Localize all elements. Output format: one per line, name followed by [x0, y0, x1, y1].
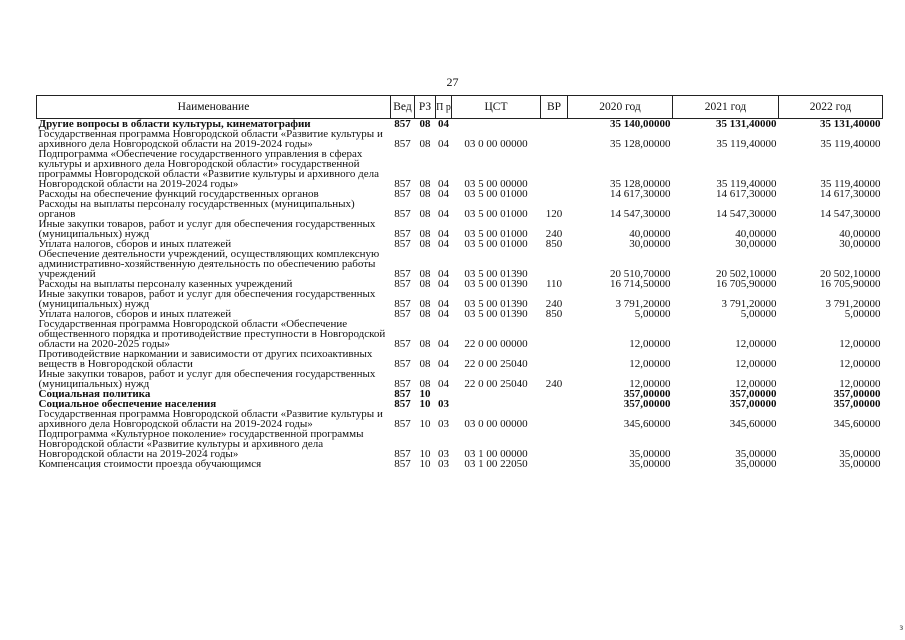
row-rz: 08 [419, 378, 431, 390]
row-cst: 03 5 00 01000 [464, 208, 528, 220]
row-value-2021: 35 119,40000 [716, 178, 777, 190]
row-value-2022: 12,00000 [839, 378, 881, 390]
row-cst: 03 5 00 01390 [464, 308, 528, 320]
row-rz: 08 [419, 208, 431, 220]
row-rz: 08 [419, 188, 431, 200]
row-ved: 857 [394, 178, 411, 190]
row-value-2021: 35,00000 [735, 448, 777, 460]
row-cst: 03 0 00 00000 [464, 418, 528, 430]
row-ved: 857 [394, 418, 411, 430]
row-value-2021: 30,00000 [735, 238, 777, 250]
row-value-2021: 357,00000 [729, 388, 777, 400]
table-row [37, 369, 883, 389]
row-rz: 08 [419, 298, 431, 310]
row-name: Уплата налогов, сборов и иных платежей [38, 238, 232, 250]
row-rz: 08 [419, 268, 431, 280]
row-ved: 857 [394, 278, 411, 290]
row-value-2021: 12,00000 [735, 378, 777, 390]
row-pr: 04 [438, 118, 449, 130]
table-row [37, 149, 883, 189]
row-name: Обеспечение деятельности учреждений, осуществляющих комплексную административно-хозяйственную деятельность по обеспечению работы учреждений [38, 248, 380, 280]
row-ved: 857 [394, 398, 411, 410]
row-value-2022: 12,00000 [839, 358, 881, 370]
row-value-2020: 35,00000 [629, 448, 671, 460]
row-value-2020: 35 140,00000 [610, 118, 671, 130]
header-vr: ВР [541, 96, 568, 119]
row-value-2021: 35 131,40000 [716, 118, 777, 130]
row-name: Расходы на обеспечение функций государственных органов [38, 188, 319, 200]
row-rz: 10 [419, 448, 431, 460]
row-name: Государственная программа Новгородской области «Развитие культуры и архивного дела Новгородской области на 2019-2024 годы» [38, 128, 383, 150]
row-value-2022: 12,00000 [839, 338, 881, 350]
row-value-2022: 35 119,40000 [820, 138, 881, 150]
row-value-2020: 12,00000 [629, 378, 671, 390]
row-ved: 857 [394, 448, 411, 460]
table-header-row [37, 96, 883, 119]
row-value-2022: 357,00000 [833, 398, 881, 410]
row-name: Расходы на выплаты персоналу государственных (муниципальных) органов [38, 198, 355, 220]
row-value-2021: 12,00000 [735, 358, 777, 370]
row-ved: 857 [394, 118, 411, 130]
row-value-2022: 14 617,30000 [820, 188, 881, 200]
row-rz: 08 [419, 358, 431, 370]
row-ved: 857 [394, 308, 411, 320]
row-value-2021: 14 617,30000 [716, 188, 777, 200]
row-cst: 03 5 00 01390 [464, 268, 528, 280]
row-cst [452, 399, 541, 409]
header-cst: ЦСТ [452, 96, 541, 119]
row-name: Иные закупки товаров, работ и услуг для обеспечения государственных (муниципальных) нужд [38, 288, 376, 310]
row-value-2020: 16 714,50000 [610, 278, 671, 290]
row-pr: 04 [438, 188, 449, 200]
row-value-2022: 40,00000 [839, 228, 881, 240]
row-vr [541, 389, 568, 399]
row-name: Социальная политика [38, 388, 151, 400]
row-value-2020: 5,00000 [634, 308, 671, 320]
row-value-2021: 5,00000 [740, 308, 777, 320]
row-name: Компенсация стоимости проезда обучающимся [38, 458, 262, 470]
row-name: Государственная программа Новгородской области «Обеспечение общественного порядка и противодействие преступности в Новгородской области на 2020-2025 годы» [38, 318, 386, 350]
header-ved: Вед [391, 96, 415, 119]
row-pr: 04 [438, 278, 449, 290]
row-value-2022: 3 791,20000 [825, 298, 881, 310]
row-pr: 04 [438, 298, 449, 310]
row-pr: 04 [438, 238, 449, 250]
table-row [37, 129, 883, 149]
row-ved: 857 [394, 458, 411, 470]
row-pr: 04 [438, 378, 449, 390]
row-cst: 03 5 00 01390 [464, 298, 528, 310]
row-vr [541, 249, 568, 279]
row-vr [541, 459, 568, 469]
table-row [37, 429, 883, 459]
row-pr: 04 [438, 308, 449, 320]
table-row [37, 459, 883, 469]
row-rz: 10 [419, 388, 431, 400]
row-value-2021: 16 705,90000 [716, 278, 777, 290]
row-pr: 03 [438, 448, 449, 460]
row-value-2022: 30,00000 [839, 238, 881, 250]
edge-mark: з [899, 622, 903, 632]
row-value-2021: 345,60000 [729, 418, 777, 430]
row-value-2020: 30,00000 [629, 238, 671, 250]
header-2021: 2021 год [673, 96, 779, 119]
row-name: Иные закупки товаров, работ и услуг для обеспечения государственных (муниципальных) нужд [38, 368, 376, 390]
row-cst: 03 1 00 22050 [464, 458, 528, 470]
row-name: Подпрограмма «Обеспечение государственного управления в сферах культуры и архивного дела Новгородской области» государственной программы Новгородской области «Развитие культуры и архивного дела Новгородской области на 2019-2024 годы» [38, 148, 379, 190]
row-rz: 08 [419, 308, 431, 320]
row-cst: 22 0 00 00000 [464, 338, 528, 350]
row-cst [452, 119, 541, 130]
row-vr [541, 319, 568, 349]
table-row [37, 319, 883, 349]
row-ved: 857 [394, 338, 411, 350]
row-vr [541, 129, 568, 149]
row-vr [541, 399, 568, 409]
row-rz: 10 [419, 398, 431, 410]
row-vr [541, 429, 568, 459]
row-ved: 857 [394, 138, 411, 150]
row-ved: 857 [394, 188, 411, 200]
row-ved: 857 [394, 298, 411, 310]
header-pr: П р [436, 96, 452, 119]
row-value-2020: 3 791,20000 [615, 298, 671, 310]
row-vr: 240 [545, 228, 563, 240]
row-value-2020: 12,00000 [629, 338, 671, 350]
row-value-2022: 35 119,40000 [820, 178, 881, 190]
row-ved: 857 [394, 228, 411, 240]
table-row [37, 219, 883, 239]
row-pr: 04 [438, 138, 449, 150]
row-name: Государственная программа Новгородской области «Развитие культуры и архивного дела Новгородской области на 2019-2024 годы» [38, 408, 383, 430]
row-vr: 240 [545, 298, 563, 310]
row-cst: 03 5 00 01000 [464, 238, 528, 250]
row-rz: 08 [419, 138, 431, 150]
row-cst: 03 5 00 01390 [464, 278, 528, 290]
row-value-2021: 40,00000 [735, 228, 777, 240]
row-value-2022: 5,00000 [844, 308, 881, 320]
row-name: Подпрограмма «Культурное поколение» государственной программы Новгородской области «Развитие культуры и архивного дела Новгородской области на 2019-2024 годы» [38, 428, 364, 460]
row-rz: 08 [419, 338, 431, 350]
row-value-2021: 20 502,10000 [716, 268, 777, 280]
row-value-2020: 14 547,30000 [610, 208, 671, 220]
row-vr [541, 189, 568, 199]
row-value-2020: 35 128,00000 [610, 138, 671, 150]
table-row [37, 409, 883, 429]
row-value-2021: 3 791,20000 [721, 298, 777, 310]
row-cst: 22 0 00 25040 [464, 378, 528, 390]
row-value-2021: 35,00000 [735, 458, 777, 470]
row-rz: 08 [419, 278, 431, 290]
row-cst: 03 0 00 00000 [464, 138, 528, 150]
row-pr: 03 [438, 458, 449, 470]
row-vr [541, 349, 568, 369]
row-value-2021: 14 547,30000 [716, 208, 777, 220]
row-vr: 240 [545, 378, 563, 390]
row-ved: 857 [394, 208, 411, 220]
row-value-2020: 12,00000 [629, 358, 671, 370]
row-name: Иные закупки товаров, работ и услуг для обеспечения государственных (муниципальных) нужд [38, 218, 376, 240]
row-value-2020: 35 128,00000 [610, 178, 671, 190]
row-rz: 10 [419, 458, 431, 470]
table-row [37, 249, 883, 279]
row-pr: 04 [438, 208, 449, 220]
row-value-2022: 20 502,10000 [820, 268, 881, 280]
row-value-2020: 357,00000 [623, 398, 671, 410]
row-value-2021: 12,00000 [735, 338, 777, 350]
row-cst: 03 5 00 00000 [464, 178, 528, 190]
row-value-2022: 35,00000 [839, 458, 881, 470]
row-ved: 857 [394, 358, 411, 370]
row-name: Уплата налогов, сборов и иных платежей [38, 308, 232, 320]
row-value-2022: 16 705,90000 [820, 278, 881, 290]
table-row [37, 289, 883, 309]
row-rz: 08 [419, 238, 431, 250]
row-name: Расходы на выплаты персоналу казенных учреждений [38, 278, 293, 290]
row-rz: 08 [419, 118, 431, 130]
row-value-2022: 14 547,30000 [820, 208, 881, 220]
row-value-2021: 357,00000 [729, 398, 777, 410]
row-pr: 04 [438, 268, 449, 280]
row-cst: 03 5 00 01000 [464, 188, 528, 200]
row-ved: 857 [394, 388, 411, 400]
table-row [37, 349, 883, 369]
row-cst [452, 389, 541, 399]
table-row [37, 199, 883, 219]
budget-table [36, 95, 883, 469]
row-vr [541, 149, 568, 189]
row-name: Противодействие наркомании и зависимости от других психоактивных веществ в Новгородской области [38, 348, 373, 370]
row-name: Другие вопросы в области культуры, кинематографии [38, 118, 311, 130]
row-rz: 08 [419, 228, 431, 240]
row-cst: 03 5 00 01000 [464, 228, 528, 240]
row-ved: 857 [394, 378, 411, 390]
row-pr: 04 [438, 358, 449, 370]
row-cst: 22 0 00 25040 [464, 358, 528, 370]
header-rz: РЗ [415, 96, 436, 119]
row-vr: 120 [545, 208, 563, 220]
row-value-2022: 345,60000 [833, 418, 881, 430]
row-rz: 10 [419, 418, 431, 430]
header-2022: 2022 год [779, 96, 883, 119]
row-pr: 04 [438, 178, 449, 190]
row-value-2022: 35 131,40000 [820, 118, 881, 130]
row-value-2020: 40,00000 [629, 228, 671, 240]
header-name: Наименование [37, 96, 391, 119]
row-vr: 850 [545, 238, 563, 250]
row-vr: 850 [545, 308, 563, 320]
row-name: Социальное обеспечение населения [38, 398, 217, 410]
row-vr [541, 409, 568, 429]
row-value-2021: 35 119,40000 [716, 138, 777, 150]
row-pr: 04 [438, 228, 449, 240]
row-pr: 04 [438, 338, 449, 350]
header-2020: 2020 год [568, 96, 673, 119]
row-value-2022: 357,00000 [833, 388, 881, 400]
row-ved: 857 [394, 268, 411, 280]
row-value-2020: 35,00000 [629, 458, 671, 470]
row-pr: 03 [438, 418, 449, 430]
row-value-2020: 345,60000 [623, 418, 671, 430]
row-ved: 857 [394, 238, 411, 250]
row-value-2022: 35,00000 [839, 448, 881, 460]
row-cst: 03 1 00 00000 [464, 448, 528, 460]
row-vr: 110 [545, 278, 563, 290]
row-rz: 08 [419, 178, 431, 190]
row-value-2020: 20 510,70000 [610, 268, 671, 280]
row-value-2020: 357,00000 [623, 388, 671, 400]
page-number: 27 [446, 75, 459, 89]
row-vr [541, 119, 568, 130]
row-pr: 03 [438, 398, 449, 410]
row-value-2020: 14 617,30000 [610, 188, 671, 200]
